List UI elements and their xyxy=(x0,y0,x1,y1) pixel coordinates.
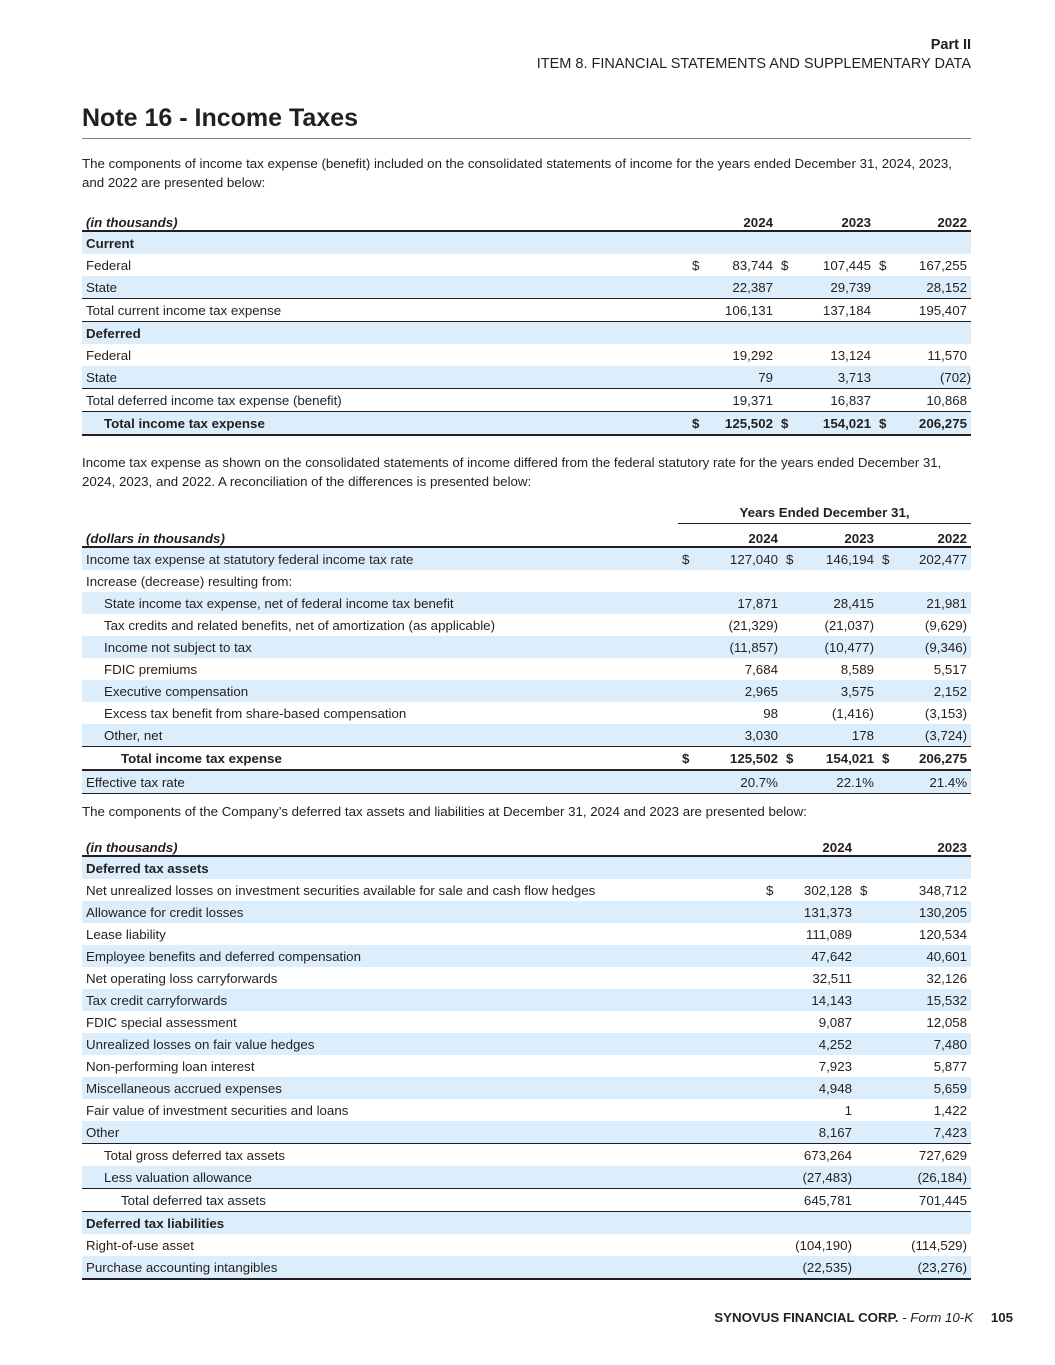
year-header: 2023 xyxy=(874,833,971,856)
row-label: Less valuation allowance xyxy=(82,1166,762,1189)
header-item: ITEM 8. FINANCIAL STATEMENTS AND SUPPLEMENTARY DATA xyxy=(536,56,971,72)
cell-value: 3,575 xyxy=(800,680,878,702)
row-label: Income not subject to tax xyxy=(82,636,678,658)
table-row xyxy=(82,1011,971,1033)
cell-value: (114,529) xyxy=(911,1237,967,1253)
cell-value: 1,422 xyxy=(933,1102,967,1118)
section-row xyxy=(82,1212,971,1235)
cell-value: (23,276) xyxy=(874,1256,971,1279)
cell-value: 125,502 xyxy=(696,747,782,771)
intro-paragraph: The components of income tax expense (benefit) included on the consolidated statements of income for the years ended December 31, 2024, 2023, and 2022 are presented below: xyxy=(82,156,952,190)
cell-value: 10,868 xyxy=(926,392,967,408)
row-label: Excess tax benefit from share-based compensation xyxy=(104,705,407,721)
row-label: Tax credits and related benefits, net of amortization (as applicable) xyxy=(104,617,495,633)
row-label: Federal xyxy=(86,347,132,363)
row-label: Total current income tax expense xyxy=(82,299,688,322)
cell-value: 13,124 xyxy=(830,347,871,363)
cell-value: 15,532 xyxy=(874,989,971,1011)
cell-value: 195,407 xyxy=(893,299,971,322)
row-label: Right-of-use asset xyxy=(86,1237,194,1253)
title-divider xyxy=(82,138,971,139)
income-tax-components-table xyxy=(82,208,971,436)
table-row: Income tax expense at statutory federal income tax rate $ 127,040 $ 146,194 $ 202,477 xyxy=(82,547,971,570)
row-label: Total income tax expense xyxy=(82,747,678,771)
cell-value: 32,511 xyxy=(812,970,852,986)
cell-value: (3,724) xyxy=(896,724,971,747)
cell-value: 348,712 xyxy=(918,882,967,898)
table-header-row xyxy=(82,524,971,548)
subtotal-row xyxy=(82,1144,971,1167)
subtotal-row xyxy=(82,299,971,322)
cell-value: 21.4% xyxy=(896,770,971,794)
cell-value: 7,684 xyxy=(744,661,778,677)
cell-value: (9,346) xyxy=(896,636,971,658)
cell-value: 19,292 xyxy=(732,347,773,363)
cell-value: 14,143 xyxy=(780,989,856,1011)
units-label: (in thousands) xyxy=(82,208,688,231)
table-row xyxy=(82,724,971,747)
table-row xyxy=(82,614,971,636)
cell-value: (21,329) xyxy=(728,617,778,633)
year-header: 2023 xyxy=(795,208,875,231)
table-row xyxy=(82,923,971,945)
cell-value: 154,021 xyxy=(800,747,878,771)
cell-value: 137,184 xyxy=(795,299,875,322)
table-row xyxy=(82,901,971,923)
cell-value: 7,423 xyxy=(874,1121,971,1144)
table-row: Net unrealized losses on investment securities available for sale and cash flow hedges $ 302,128 $ 348,712 xyxy=(82,879,971,901)
cell-value: 17,871 xyxy=(696,592,782,614)
section-row xyxy=(82,231,971,254)
row-label: Federal xyxy=(86,257,132,273)
cell-value: (21,037) xyxy=(824,617,874,633)
table-row xyxy=(82,702,971,724)
row-label: Non-performing loan interest xyxy=(86,1058,255,1074)
cell-value: 154,021 xyxy=(795,412,875,436)
subtotal-row xyxy=(82,389,971,412)
table-row xyxy=(82,967,971,989)
units-label: (in thousands) xyxy=(82,833,762,856)
table-row xyxy=(82,344,971,366)
cell-value: 106,131 xyxy=(706,299,777,322)
cell-value: (702) xyxy=(893,366,971,389)
table-row xyxy=(82,658,971,680)
section-row xyxy=(82,322,971,345)
section-label: Current xyxy=(82,231,971,254)
row-label: Lease liability xyxy=(86,926,166,942)
table-row xyxy=(82,1166,971,1189)
subtotal-row xyxy=(82,1189,971,1212)
cell-value: 7,923 xyxy=(818,1058,852,1074)
cell-value: 5,517 xyxy=(933,661,968,677)
row-label: Purchase accounting intangibles xyxy=(82,1256,762,1279)
section-label: Deferred tax assets xyxy=(82,856,971,879)
row-label: Income tax expense at statutory federal income tax rate xyxy=(82,547,678,570)
cell-value: (22,535) xyxy=(780,1256,856,1279)
table-row xyxy=(82,1234,971,1256)
row-label: Fair value of investment securities and loans xyxy=(86,1102,349,1118)
table-row xyxy=(82,680,971,702)
cell-value: 4,948 xyxy=(780,1077,856,1099)
cell-value: 727,629 xyxy=(918,1147,967,1163)
cell-value: 20.7% xyxy=(696,770,782,794)
row-label: State xyxy=(82,366,688,389)
table-row xyxy=(82,1033,971,1055)
cell-value: 22.1% xyxy=(800,770,878,794)
cell-value: 16,837 xyxy=(830,392,871,408)
cell-value: 202,477 xyxy=(896,547,971,570)
row-label: Employee benefits and deferred compensation xyxy=(82,945,762,967)
cell-value: 79 xyxy=(706,366,777,389)
cell-value: 131,373 xyxy=(780,901,856,923)
row-label: Allowance for credit losses xyxy=(82,901,762,923)
cell-value: 206,275 xyxy=(896,747,971,771)
table-row xyxy=(82,989,971,1011)
section-label: Deferred xyxy=(82,322,971,345)
years-ended-row xyxy=(82,501,971,524)
effective-rate-row xyxy=(82,770,971,794)
cell-value: 5,659 xyxy=(874,1077,971,1099)
section-label: Deferred tax liabilities xyxy=(82,1212,971,1235)
reconciliation-paragraph: Income tax expense as shown on the consolidated statements of income differed from the federal statutory rate for the years ended December 31, 2024, 2023, and 2022. A reconciliation of the differences is presented below: xyxy=(82,455,942,489)
cell-value: 5,877 xyxy=(933,1058,967,1074)
table-row xyxy=(82,1256,971,1279)
table-row xyxy=(82,945,971,967)
cell-value: 3,030 xyxy=(696,724,782,747)
page-number: 105 xyxy=(990,1310,1013,1325)
cell-value: 130,205 xyxy=(874,901,971,923)
year-header: 2024 xyxy=(780,833,856,856)
total-row: Total income tax expense $ 125,502 $ 154,021 $ 206,275 xyxy=(82,412,971,436)
cell-value: (104,190) xyxy=(795,1237,852,1253)
cell-value: 12,058 xyxy=(926,1014,967,1030)
row-label: Increase (decrease) resulting from: xyxy=(86,573,293,589)
row-label: Net unrealized losses on investment securities available for sale and cash flow hedges xyxy=(86,882,596,898)
page-title: Note 16 - Income Taxes xyxy=(82,104,359,132)
cell-value: (3,153) xyxy=(924,705,968,721)
cell-value: 19,371 xyxy=(732,392,773,408)
table-row xyxy=(82,570,971,592)
year-header: 2024 xyxy=(706,208,777,231)
row-label: Unrealized losses on fair value hedges xyxy=(82,1033,762,1055)
table-row xyxy=(82,1077,971,1099)
cell-value: 8,589 xyxy=(840,661,874,677)
cell-value: 701,445 xyxy=(874,1189,971,1212)
cell-value: 8,167 xyxy=(780,1121,856,1144)
cell-value: 206,275 xyxy=(893,412,971,436)
total-row: Total income tax expense $ 125,502 $ 154,021 $ 206,275 xyxy=(82,747,971,771)
row-label: Other, net xyxy=(82,724,678,747)
table-row xyxy=(82,1121,971,1144)
cell-value: 28,415 xyxy=(800,592,878,614)
cell-value: 83,744 xyxy=(732,257,773,273)
cell-value: 125,502 xyxy=(706,412,777,436)
units-label: (dollars in thousands) xyxy=(82,524,678,548)
cell-value: 4,252 xyxy=(780,1033,856,1055)
cell-value: 11,570 xyxy=(927,347,967,363)
row-label: Tax credit carryforwards xyxy=(82,989,762,1011)
page-footer xyxy=(714,1310,1013,1325)
table-row xyxy=(82,1055,971,1077)
cell-value: 32,126 xyxy=(926,970,967,986)
cell-value: (1,416) xyxy=(831,705,874,721)
cell-value: 120,534 xyxy=(918,926,967,942)
cell-value: 645,781 xyxy=(780,1189,856,1212)
cell-value: (11,857) xyxy=(696,636,782,658)
cell-value: 2,965 xyxy=(696,680,782,702)
row-label: State xyxy=(82,276,688,299)
row-label: State income tax expense, net of federal income tax benefit xyxy=(82,592,678,614)
cell-value: (9,629) xyxy=(924,617,968,633)
cell-value: (26,184) xyxy=(874,1166,971,1189)
row-label: Total deferred tax assets xyxy=(82,1189,762,1212)
cell-value: 167,255 xyxy=(918,257,967,273)
row-label: Other xyxy=(82,1121,762,1144)
cell-value: 178 xyxy=(800,724,878,747)
deferred-tax-table xyxy=(82,833,971,1280)
table-row xyxy=(82,592,971,614)
table-row xyxy=(82,1099,971,1121)
table-row xyxy=(82,636,971,658)
table-row xyxy=(82,276,971,299)
cell-value: 28,152 xyxy=(893,276,971,299)
row-label: Executive compensation xyxy=(82,680,678,702)
header-part: Part II xyxy=(930,37,971,53)
row-label: Effective tax rate xyxy=(82,770,678,794)
row-label: Total deferred income tax expense (benefit) xyxy=(86,392,342,408)
company-name: SYNOVUS FINANCIAL CORP. xyxy=(714,1310,899,1325)
cell-value: 21,981 xyxy=(896,592,971,614)
cell-value: 302,128 xyxy=(803,882,852,898)
form-label: - Form 10-K xyxy=(902,1310,974,1325)
cell-value: (10,477) xyxy=(800,636,878,658)
year-header: 2023 xyxy=(800,524,878,548)
cell-value: 127,040 xyxy=(696,547,782,570)
year-header: 2022 xyxy=(896,524,971,548)
cell-value: 3,713 xyxy=(795,366,875,389)
cell-value: 7,480 xyxy=(874,1033,971,1055)
cell-value: 98 xyxy=(763,705,778,721)
cell-value: 111,089 xyxy=(805,926,852,942)
cell-value: 107,445 xyxy=(822,257,871,273)
row-label: Total income tax expense xyxy=(82,412,688,436)
row-label: Net operating loss carryforwards xyxy=(86,970,278,986)
cell-value: (27,483) xyxy=(780,1166,856,1189)
tax-rate-reconciliation-table xyxy=(82,501,971,794)
cell-value: 22,387 xyxy=(706,276,777,299)
section-row xyxy=(82,856,971,879)
table-row: Federal $ 83,744 $ 107,445 $ 167,255 xyxy=(82,254,971,276)
cell-value: 146,194 xyxy=(800,547,878,570)
year-header: 2024 xyxy=(696,524,782,548)
cell-value: 47,642 xyxy=(780,945,856,967)
table-header-row xyxy=(82,208,971,231)
cell-value: 673,264 xyxy=(803,1147,852,1163)
year-header: 2022 xyxy=(893,208,971,231)
cell-value: 40,601 xyxy=(874,945,971,967)
cell-value: 1 xyxy=(844,1102,852,1118)
row-label: FDIC premiums xyxy=(104,661,198,677)
years-ended-label: Years Ended December 31, xyxy=(678,501,971,524)
table-header-row xyxy=(82,833,971,856)
cell-value: 29,739 xyxy=(795,276,875,299)
row-label: FDIC special assessment xyxy=(86,1014,237,1030)
table-row xyxy=(82,366,971,389)
row-label: Total gross deferred tax assets xyxy=(104,1147,286,1163)
cell-value: 2,152 xyxy=(896,680,971,702)
cell-value: 9,087 xyxy=(818,1014,852,1030)
deferred-paragraph: The components of the Company’s deferred tax assets and liabilities at December 31, 2024 and 2023 are presented below: xyxy=(82,804,807,819)
row-label: Miscellaneous accrued expenses xyxy=(82,1077,762,1099)
